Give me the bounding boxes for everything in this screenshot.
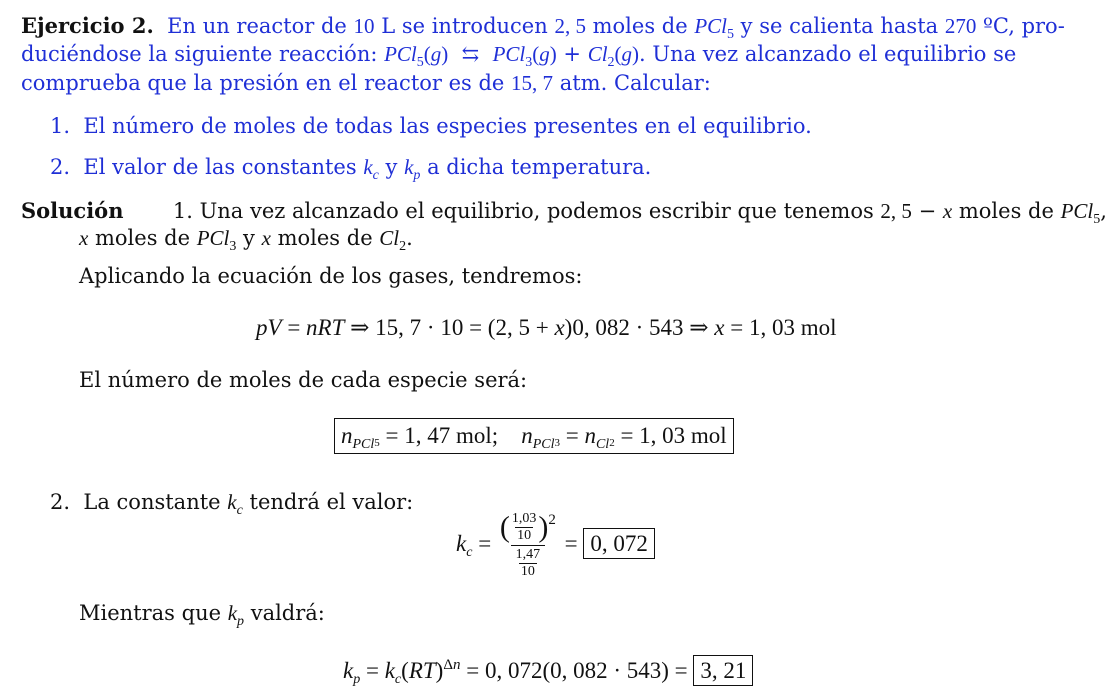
kp-result: 3, 21 bbox=[693, 655, 753, 686]
gas-intro: Aplicando la ecuación de los gases, tendremos: bbox=[79, 264, 583, 288]
problem-label: Ejercicio 2. bbox=[21, 13, 154, 38]
problem-item-1 bbox=[50, 116, 812, 137]
problem-line-2: duciéndose la siguiente reacción: PCl$_5$(g) ⇆ $PCl_3(g) + Cl_2(g)$. Una vez alcanzado el equilibrio se bbox=[21, 42, 1017, 70]
part2-number: 2. bbox=[50, 490, 71, 514]
kp-equation: $k_p = k_c(RT)^{\Delta n} = 0$, 072(0, 082 · 543) = 3, 21 bbox=[343, 655, 753, 686]
kc-equation: $k_c$ = ( $\frac{1,03}{10}$ )$^2$ $\frac{1,47}{10}$ = 0, 072 bbox=[456, 512, 655, 579]
problem-item-1-text: El número de moles de todas las especies presentes en el equilibrio. bbox=[83, 114, 812, 138]
kc-den-den: 10 bbox=[520, 564, 535, 579]
problem-line-1 bbox=[21, 13, 1065, 42]
part2-intro: 2. La constante $k_c$ tendrá el valor: bbox=[50, 490, 414, 518]
kc-num-num: 1,03 bbox=[511, 511, 537, 526]
moles-intro: El número de moles de cada especie será: bbox=[79, 368, 528, 392]
kc-num-den: 10 bbox=[517, 528, 532, 543]
kc-fraction: ( $\frac{1,03}{10}$ )$^2$ $\frac{1,47}{10}$ bbox=[499, 510, 556, 579]
gas-equation: pV = nRT ⇒ 15, 7 · 10 = (2, 5 + x)0, 082 · 543 ⇒ x = 1, 03 mol bbox=[256, 315, 837, 340]
kp-intro: Mientras que $k_p$ valdrá: bbox=[79, 601, 325, 629]
problem-item-2: 2. El valor de las constantes $k_c$ y $k_p$ a dicha temperatura. bbox=[50, 155, 652, 183]
solution-line-1: Solución 1. Una vez alcanzado el equilibrio, podemos escribir que tenemos 2, 5 − x moles de PCl$_5$, bbox=[21, 198, 1107, 227]
kc-result: 0, 072 bbox=[583, 528, 655, 559]
problem-item-1-number: 1. bbox=[50, 114, 71, 138]
problem-text-1: En un reactor de 10 L se introducen 2, 5 moles de PCl$_5$ y se calienta hasta 270 ºC, pro- bbox=[160, 14, 1065, 42]
solution-part1-number: 1. bbox=[172, 199, 193, 223]
kc-den-num: 1,47 bbox=[515, 547, 541, 562]
solution-label: Solución bbox=[21, 198, 124, 223]
moles-result: $n_{PCl}5 = 1$, 47 mol; $n_{PCl}3 = n_{Cl}2 = 1$, 03 mol bbox=[334, 418, 734, 454]
problem-line-3: comprueba que la presión en el reactor es de 15, 7 atm. Calcular: bbox=[21, 71, 711, 95]
solution-line-2: x moles de PCl$_3$ y x moles de $Cl_2$. bbox=[79, 226, 413, 254]
